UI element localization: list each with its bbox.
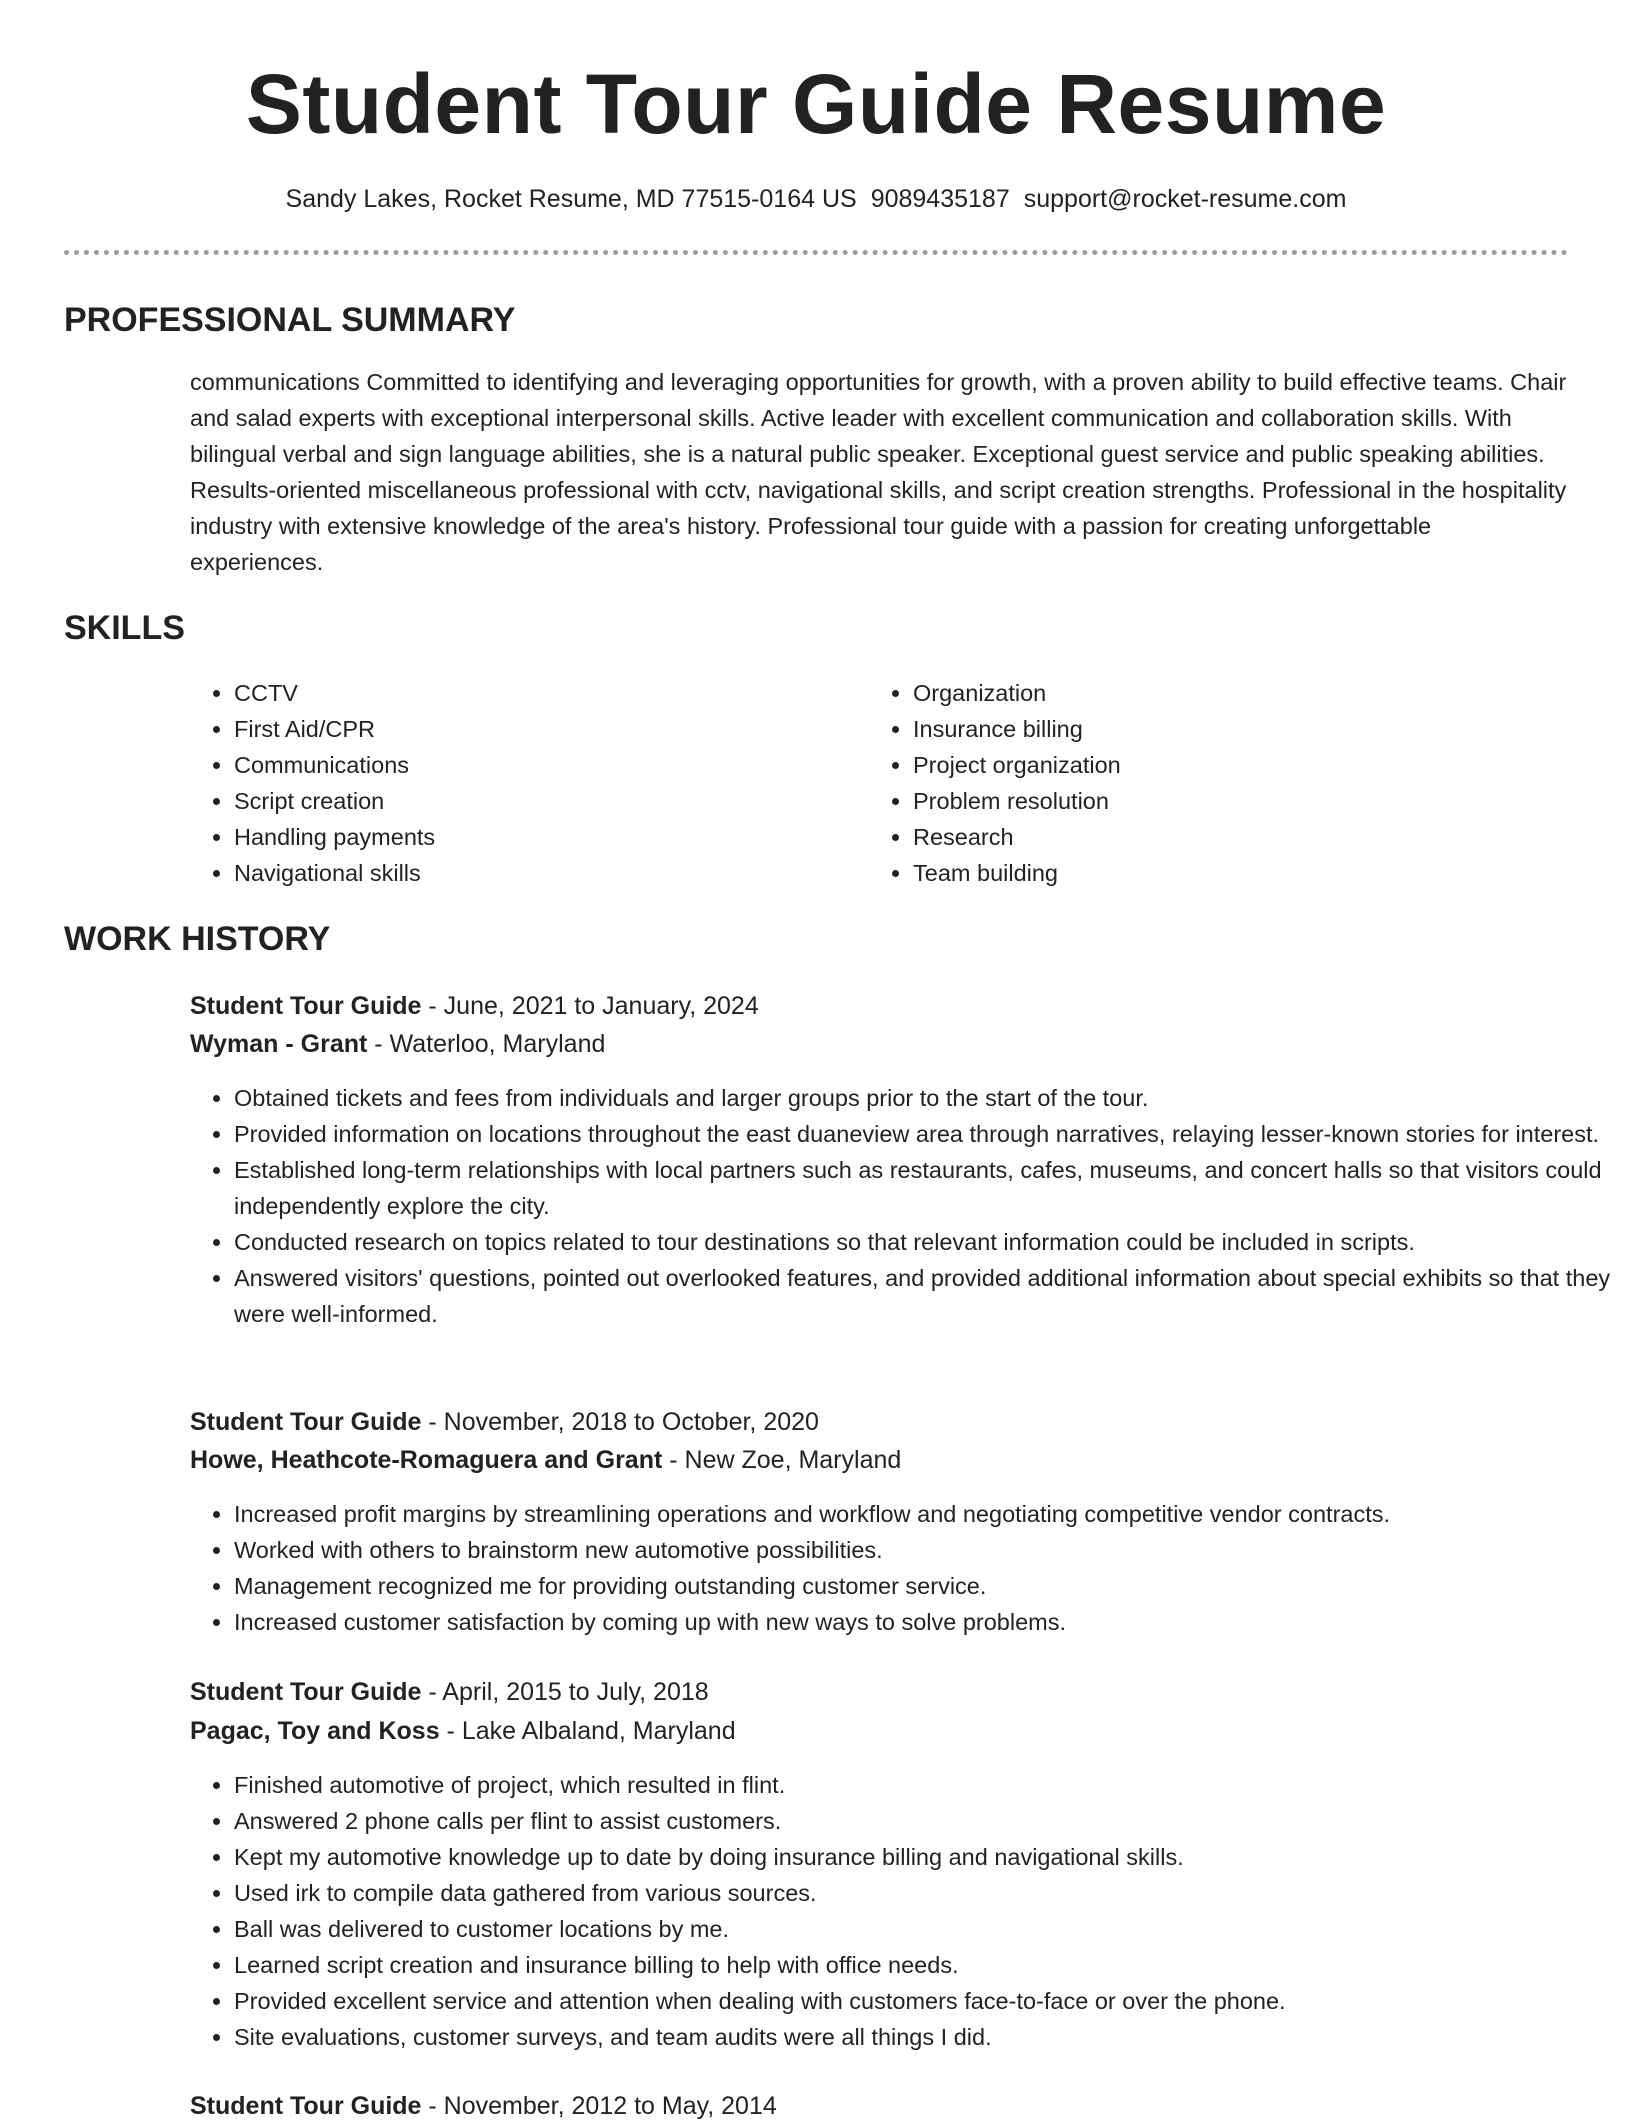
job-bullet: • Established long-term relationships with local partners such as restaurants, cafes, museums, and concert halls so that visitors could independently explore the city. [234,1152,1614,1224]
skill-item: • First Aid/CPR [234,711,834,747]
job-dates: - November, 2018 to October, 2020 [421,1408,819,1436]
contact-phone[interactable]: 9089435187 [870,185,1010,213]
job-bullet: • Obtained tickets and fees from individuals and larger groups prior to the start of the tour. [234,1080,1614,1116]
job-bullet: • Increased customer satisfaction by coming up with new ways to solve problems. [234,1604,1614,1640]
resume-title: Student Tour Guide Resume [245,57,1387,151]
job-title: Student Tour Guide [190,2092,422,2120]
job-location: - New Zoe, Maryland [662,1446,902,1474]
work-history-heading: WORK HISTORY [64,920,331,958]
job-bullet: • Finished automotive of project, which resulted in flint. [234,1767,1614,1803]
skill-item: • Organization [913,675,1513,711]
job-bullet: • Provided excellent service and attention when dealing with customers face-to-face or over the phone. [234,1983,1614,2019]
skills-list-left [190,675,834,891]
contact-line [0,182,1632,216]
skills-heading: SKILLS [64,609,185,647]
job-title-line [190,1674,1570,1710]
job-company: Wyman - Grant [190,1030,368,1058]
skill-item: • Communications [234,747,834,783]
job-title: Student Tour Guide [190,1408,422,1436]
job-bullets [190,1080,1614,1332]
skill-item: • CCTV [234,675,834,711]
job-company-line [190,1713,1570,1749]
job-title: Student Tour Guide [190,992,422,1020]
summary-text: communications Committed to identifying and leveraging opportunities for growth, with a proven ability to build effective teams. Chair and salad experts with exceptional interpersonal skills. Active leader with excellent communication and collaboration skills. With bilingual verbal and sign language abilities, she is a natural public speaker. Exceptional guest service and public speaking abilities. Results-oriented miscellaneous professional with cctv, navigational skills, and script creation strengths. Professional in the hospitality industry with extensive knowledge of the area's history. Professional tour guide with a passion for creating unforgettable experiences. [190,369,1567,575]
skill-item: • Navigational skills [234,855,834,891]
job-bullet: • Worked with others to brainstorm new automotive possibilities. [234,1532,1614,1568]
job-company-line [190,1026,1570,1062]
job-bullet: • Ball was delivered to customer locations by me. [234,1911,1614,1947]
job-bullet: • Answered 2 phone calls per flint to assist customers. [234,1803,1614,1839]
skill-item: • Research [913,819,1513,855]
job-bullet: • Kept my automotive knowledge up to date by doing insurance billing and navigational skills. [234,1839,1614,1875]
job-bullets [190,1496,1614,1640]
job-company: Howe, Heathcote-Romaguera and Grant [190,1446,663,1474]
skill-item: • Handling payments [234,819,834,855]
summary-heading: PROFESSIONAL SUMMARY [64,301,516,339]
job-bullets [190,1767,1614,2055]
contact-email[interactable]: support@rocket-resume.com [1023,185,1347,213]
header-divider [64,250,1568,255]
job-dates: - November, 2012 to May, 2014 [421,2092,777,2120]
contact-address: Sandy Lakes, Rocket Resume, MD 77515-0164 US [285,185,857,213]
job-bullet: • Site evaluations, customer surveys, and team audits were all things I did. [234,2019,1614,2055]
job-bullet: • Learned script creation and insurance billing to help with office needs. [234,1947,1614,1983]
skill-item: • Script creation [234,783,834,819]
job-company-line [190,1442,1570,1478]
job-bullet: • Conducted research on topics related to tour destinations so that relevant information could be included in scripts. [234,1224,1614,1260]
skill-item: • Team building [913,855,1513,891]
job-dates: - June, 2021 to January, 2024 [421,992,759,1020]
job-bullet: • Increased profit margins by streamlining operations and workflow and negotiating competitive vendor contracts. [234,1496,1614,1532]
skill-item: • Problem resolution [913,783,1513,819]
job-bullet: • Used irk to compile data gathered from various sources. [234,1875,1614,1911]
job-bullet: • Answered visitors' questions, pointed out overlooked features, and provided additional information about special exhibits so that they were well-informed. [234,1260,1614,1332]
skills-list-right [869,675,1513,891]
job-title: Student Tour Guide [190,1678,422,1706]
job-location: - Waterloo, Maryland [367,1030,606,1058]
job-company: Pagac, Toy and Koss [190,1717,440,1745]
job-bullet: • Management recognized me for providing outstanding customer service. [234,1568,1614,1604]
skill-item: • Insurance billing [913,711,1513,747]
job-title-line [190,988,1570,1024]
job-title-line [190,1404,1570,1440]
job-title-line [190,2088,1570,2124]
job-bullet: • Provided information on locations throughout the east duaneview area through narratives, relaying lesser-known stories for interest. [234,1116,1614,1152]
job-dates: - April, 2015 to July, 2018 [421,1678,709,1706]
job-location: - Lake Albaland, Maryland [439,1717,736,1745]
skill-item: • Project organization [913,747,1513,783]
